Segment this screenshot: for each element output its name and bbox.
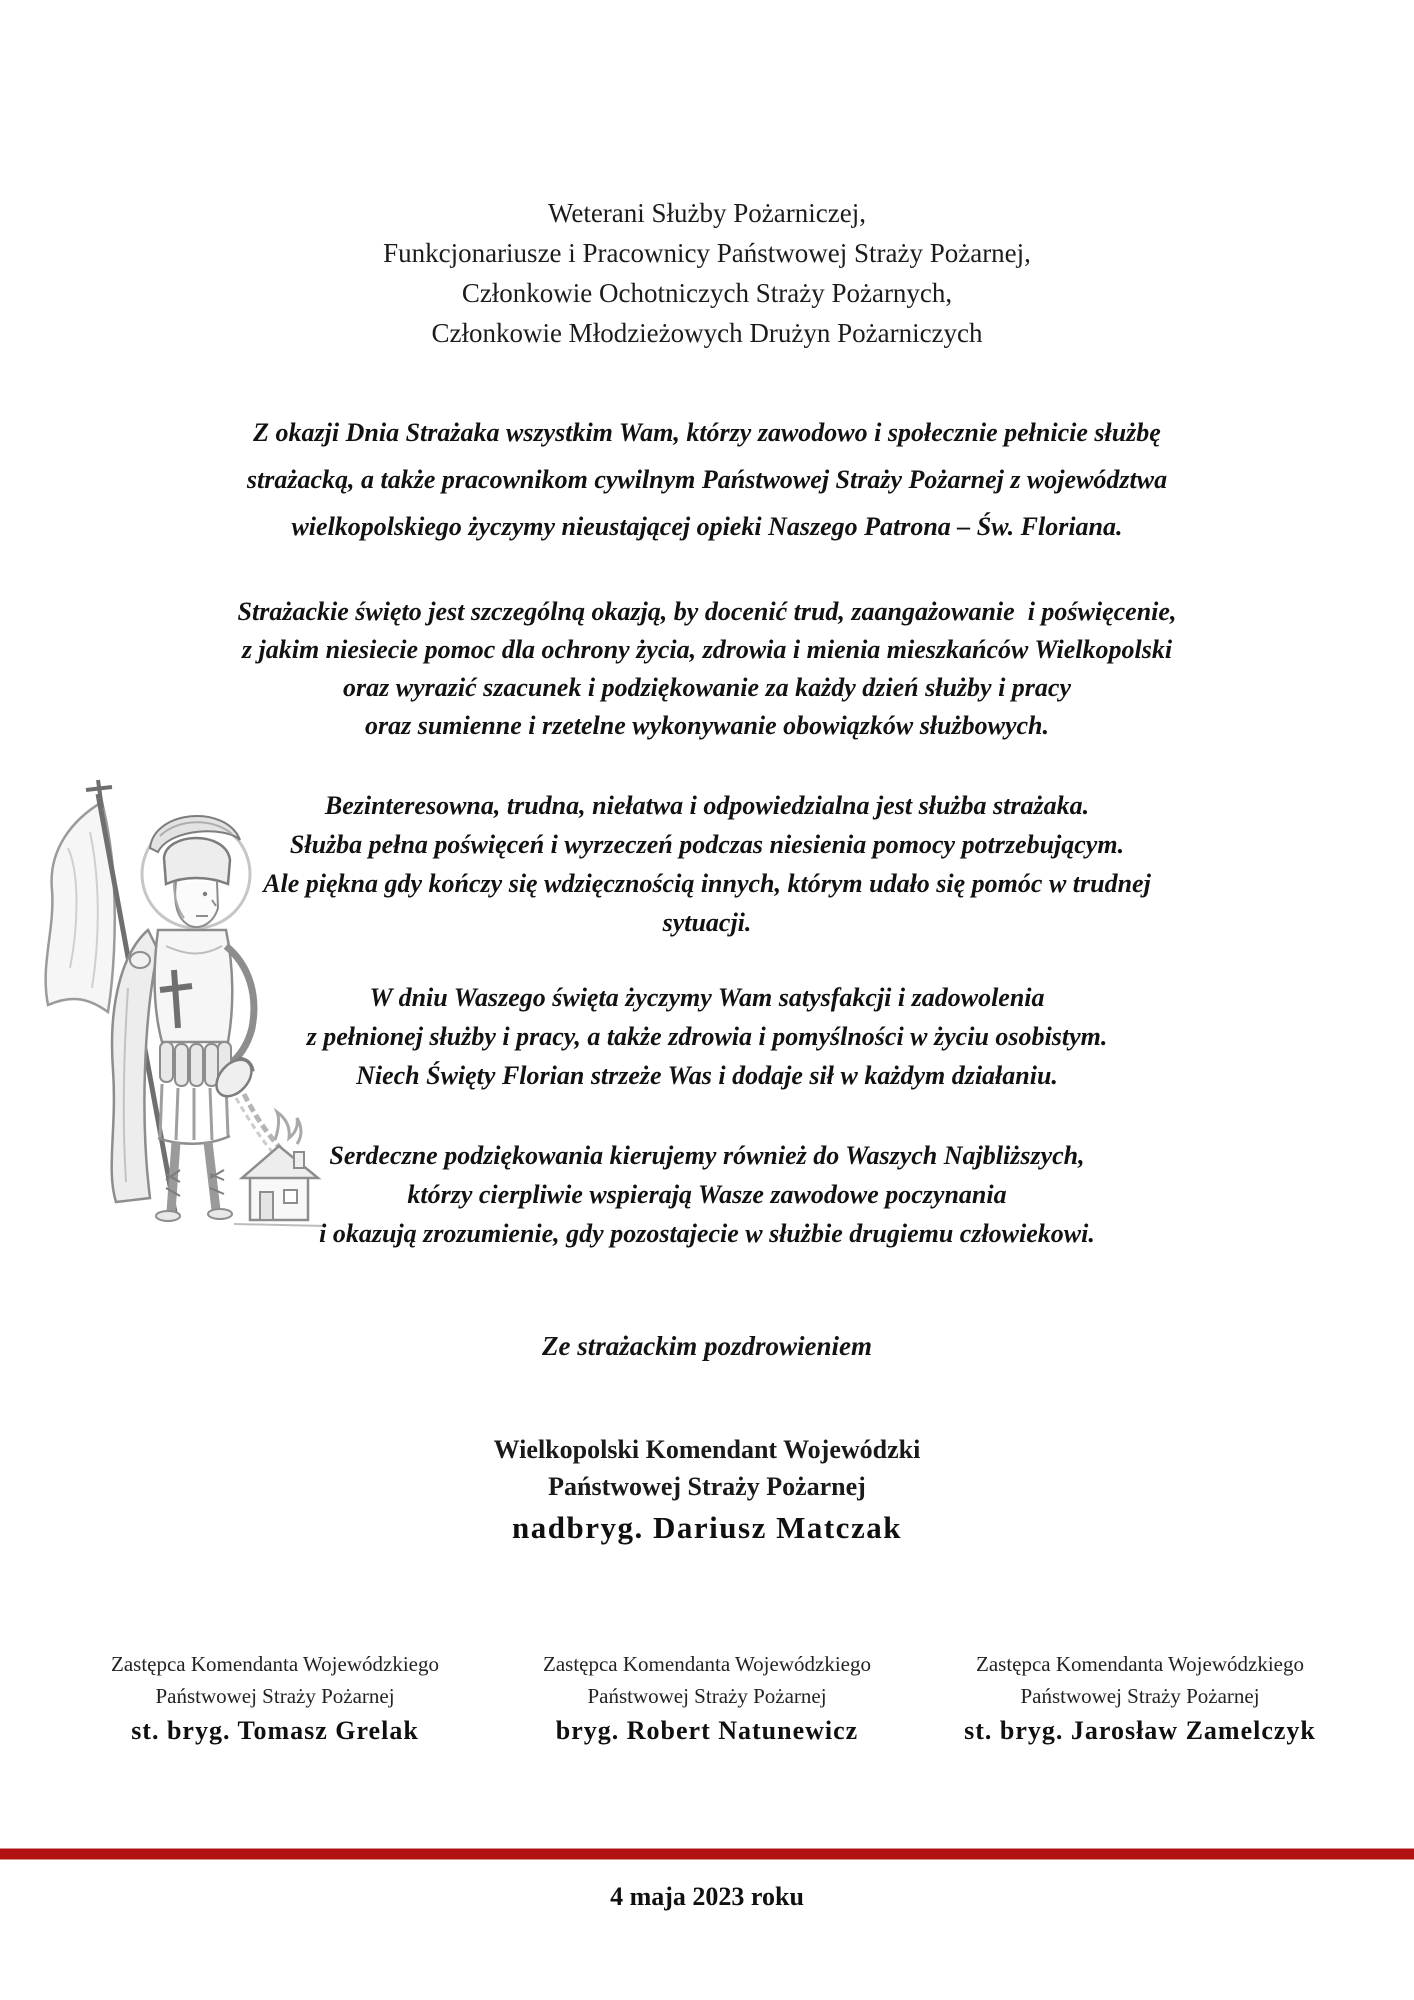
paragraph-line: Niech Święty Florian strzeże Was i dodaje sił w każdym działaniu. (356, 1061, 1058, 1090)
paragraph-line: W dniu Waszego święta życzymy Wam satysfakcji i zadowolenia (369, 983, 1045, 1012)
paragraph-line: którzy cierpliwie wspierają Wasze zawodowe poczynania (407, 1180, 1007, 1209)
paragraph-holiday (40, 593, 1374, 745)
paragraph-line: Z okazji Dnia Strażaka wszystkim Wam, którzy zawodowo i społecznie pełnicie służbę (253, 418, 1161, 447)
paragraph-line: Strażackie święto jest szczególną okazją, by docenić trud, zaangażowanie i poświęcenie, (237, 597, 1177, 626)
salutation-line: Weterani Służby Pożarniczej, (548, 198, 866, 228)
paragraph-line: wielkopolskiego życzymy nieustającej opieki Naszego Patrona – Św. Floriana. (291, 512, 1123, 541)
paragraph-line: z pełnionej służby i pracy, a także zdrowia i pomyślności w życiu osobistym. (306, 1022, 1108, 1051)
paragraph-thanks (40, 1136, 1374, 1253)
paragraph-service (40, 786, 1374, 942)
paragraph-line: Służba pełna poświęceń i wyrzeczeń podczas niesienia pomocy potrzebującym. (289, 830, 1125, 859)
deputy-block-zamelczyk (920, 1648, 1360, 1748)
deputy-title: Państwowej Straży Pożarnej (155, 1684, 395, 1708)
deputy-block-grelak (55, 1648, 495, 1748)
closing-salute: Ze strażackim pozdrowieniem (542, 1331, 872, 1361)
paragraph-line: Serdeczne podziękowania kierujemy również do Waszych Najbliższych, (329, 1141, 1085, 1170)
deputy-title: Zastępca Komendanta Wojewódzkiego (976, 1652, 1304, 1676)
paragraph-line: Bezinteresowna, trudna, niełatwa i odpowiedzialna jest służba strażaka. (324, 791, 1090, 820)
deputy-title: Państwowej Straży Pożarnej (1020, 1684, 1260, 1708)
signature-title: Wielkopolski Komendant Wojewódzki (493, 1435, 921, 1464)
salutation-line: Członkowie Młodzieżowych Drużyn Pożarniczych (431, 318, 983, 348)
paragraph-line: Ale piękna gdy kończy się wdzięcznością innych, którym udało się pomóc w trudnej (263, 869, 1151, 898)
salutation-line: Funkcjonariusze i Pracownicy Państwowej Straży Pożarnej, (383, 238, 1031, 268)
date-text: 4 maja 2023 roku (610, 1882, 804, 1911)
deputy-name: st. bryg. Tomasz Grelak (131, 1716, 419, 1745)
paragraph-line: strażacką, a także pracownikom cywilnym Państwowej Straży Pożarnej z województwa (246, 465, 1168, 494)
signature-block (40, 1431, 1374, 1549)
salutation (40, 193, 1374, 353)
deputy-title: Zastępca Komendanta Wojewódzkiego (543, 1652, 871, 1676)
deputy-title: Zastępca Komendanta Wojewódzkiego (111, 1652, 439, 1676)
red-divider-line (0, 1848, 1414, 1860)
paragraph-line: z jakim niesiecie pomoc dla ochrony życia, zdrowia i mienia mieszkańców Wielkopolski (241, 635, 1173, 664)
paragraph-satisfaction (40, 978, 1374, 1095)
deputy-name: st. bryg. Jarosław Zamelczyk (964, 1716, 1316, 1745)
paragraph-line: oraz wyrazić szacunek i podziękowanie za każdy dzień służby i pracy (342, 673, 1072, 702)
deputy-title: Państwowej Straży Pożarnej (587, 1684, 827, 1708)
deputy-block-natunewicz (487, 1648, 927, 1748)
paragraph-line: sytuacji. (662, 908, 752, 937)
signature-title: Państwowej Straży Pożarnej (548, 1472, 866, 1501)
deputy-name: bryg. Robert Natunewicz (555, 1716, 859, 1745)
paragraph-line: oraz sumienne i rzetelne wykonywanie obowiązków służbowych. (364, 711, 1050, 740)
paragraph-wishes (40, 409, 1374, 550)
salutation-line: Członkowie Ochotniczych Straży Pożarnych, (461, 278, 953, 308)
signature-name: nadbryg. Dariusz Matczak (512, 1510, 902, 1545)
paragraph-line: i okazują zrozumienie, gdy pozostajecie w służbie drugiemu człowiekowi. (319, 1219, 1095, 1248)
